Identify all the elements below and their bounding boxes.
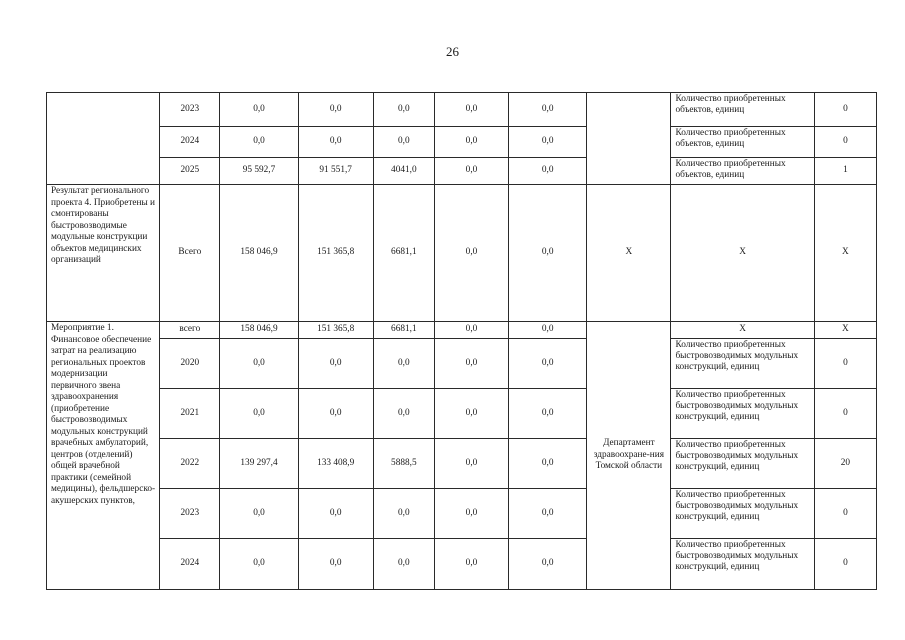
federal-cell: 151 365,8 (298, 185, 373, 322)
continued-org-cell (587, 93, 671, 185)
federal-cell: 91 551,7 (298, 158, 373, 185)
indicator-value-cell: X (814, 322, 876, 339)
federal-cell: 0,0 (298, 489, 373, 539)
year-cell: 2025 (160, 158, 220, 185)
other-cell: 0,0 (509, 127, 587, 158)
federal-cell: 151 365,8 (298, 322, 373, 339)
regional-cell: 0,0 (373, 389, 434, 439)
other-cell: 0,0 (509, 185, 587, 322)
indicator-value-cell: 0 (814, 539, 876, 590)
other-cell: 0,0 (509, 389, 587, 439)
continued-name-cell (47, 93, 160, 185)
local-cell: 0,0 (434, 127, 508, 158)
indicator-cell: Количество приобретенных быстровозводимых модульных конструкций, единиц (671, 489, 814, 539)
table-row (47, 158, 877, 185)
local-cell: 0,0 (434, 185, 508, 322)
indicator-value-cell: 0 (814, 93, 876, 127)
indicator-cell: Количество приобретенных быстровозводимых модульных конструкций, единиц (671, 539, 814, 590)
total-cell: 0,0 (220, 539, 298, 590)
indicator-cell: Количество приобретенных быстровозводимых модульных конструкций, единиц (671, 439, 814, 489)
total-cell: 0,0 (220, 389, 298, 439)
indicator-value-cell: 1 (814, 158, 876, 185)
federal-cell: 133 408,9 (298, 439, 373, 489)
regional-cell: 4041,0 (373, 158, 434, 185)
federal-cell: 0,0 (298, 339, 373, 389)
total-cell: 139 297,4 (220, 439, 298, 489)
regional-cell: 6681,1 (373, 322, 434, 339)
indicator-cell: Количество приобретенных объектов, единиц (671, 127, 814, 158)
other-cell: 0,0 (509, 439, 587, 489)
indicator-cell: Количество приобретенных быстровозводимых модульных конструкций, единиц (671, 389, 814, 439)
local-cell: 0,0 (434, 489, 508, 539)
year-cell: 2023 (160, 93, 220, 127)
indicator-value-cell: 0 (814, 489, 876, 539)
local-cell: 0,0 (434, 339, 508, 389)
regional-cell: 0,0 (373, 539, 434, 590)
indicator-cell: Количество приобретенных объектов, единиц (671, 158, 814, 185)
indicator-value-cell: 20 (814, 439, 876, 489)
regional-cell: 0,0 (373, 489, 434, 539)
table-row (47, 489, 877, 539)
year-cell: всего (160, 322, 220, 339)
other-cell: 0,0 (509, 93, 587, 127)
year-cell: 2024 (160, 539, 220, 590)
total-cell: 0,0 (220, 489, 298, 539)
total-cell: 158 046,9 (220, 322, 298, 339)
regional-cell: 0,0 (373, 127, 434, 158)
federal-cell: 0,0 (298, 539, 373, 590)
indicator-value-cell: 0 (814, 339, 876, 389)
table-row (47, 93, 877, 127)
indicator-value-cell: X (814, 185, 876, 322)
regional-cell: 6681,1 (373, 185, 434, 322)
org-cell: X (587, 185, 671, 322)
year-cell: 2020 (160, 339, 220, 389)
total-cell: 95 592,7 (220, 158, 298, 185)
other-cell: 0,0 (509, 322, 587, 339)
total-cell: 0,0 (220, 93, 298, 127)
federal-cell: 0,0 (298, 389, 373, 439)
measure-name-cell: Мероприятие 1. Финансовое обеспечение затрат на реализацию региональных проектов модернизации первичного звена здравоохранения (приобретение быстровозводимых модульных конструкций врачебных амбулаторий, центров (отделений) общей врачебной практики (семейной медицины), фельдшерско-акушерских пунктов, (47, 322, 160, 590)
local-cell: 0,0 (434, 93, 508, 127)
table-row (47, 322, 877, 339)
indicator-cell: X (671, 322, 814, 339)
indicator-cell: Количество приобретенных объектов, единиц (671, 93, 814, 127)
page-number: 26 (446, 44, 459, 59)
other-cell: 0,0 (509, 158, 587, 185)
regional-cell: 5888,5 (373, 439, 434, 489)
table-row (47, 539, 877, 590)
table-row (47, 439, 877, 489)
local-cell: 0,0 (434, 389, 508, 439)
federal-cell: 0,0 (298, 93, 373, 127)
indicator-cell: Количество приобретенных быстровозводимых модульных конструкций, единиц (671, 339, 814, 389)
result-name-cell: Результат регионального проекта 4. Приобретены и смонтированы быстровозводимые модульные конструкции объектов медицинских организаций (47, 185, 160, 322)
year-cell: 2021 (160, 389, 220, 439)
federal-cell: 0,0 (298, 127, 373, 158)
year-cell: 2024 (160, 127, 220, 158)
local-cell: 0,0 (434, 439, 508, 489)
year-cell: 2023 (160, 489, 220, 539)
year-cell: 2022 (160, 439, 220, 489)
total-cell: 0,0 (220, 339, 298, 389)
indicator-value-cell: 0 (814, 127, 876, 158)
other-cell: 0,0 (509, 339, 587, 389)
org-cell: Департамент здравоохране-ния Томской области (587, 322, 671, 590)
local-cell: 0,0 (434, 539, 508, 590)
table-row (47, 185, 877, 322)
local-cell: 0,0 (434, 158, 508, 185)
indicator-value-cell: 0 (814, 389, 876, 439)
total-cell: 0,0 (220, 127, 298, 158)
budget-table (46, 92, 877, 590)
table-row (47, 127, 877, 158)
total-cell: 158 046,9 (220, 185, 298, 322)
table-row (47, 339, 877, 389)
regional-cell: 0,0 (373, 339, 434, 389)
table-row (47, 389, 877, 439)
local-cell: 0,0 (434, 322, 508, 339)
other-cell: 0,0 (509, 539, 587, 590)
regional-cell: 0,0 (373, 93, 434, 127)
year-cell: Всего (160, 185, 220, 322)
other-cell: 0,0 (509, 489, 587, 539)
indicator-cell: X (671, 185, 814, 322)
